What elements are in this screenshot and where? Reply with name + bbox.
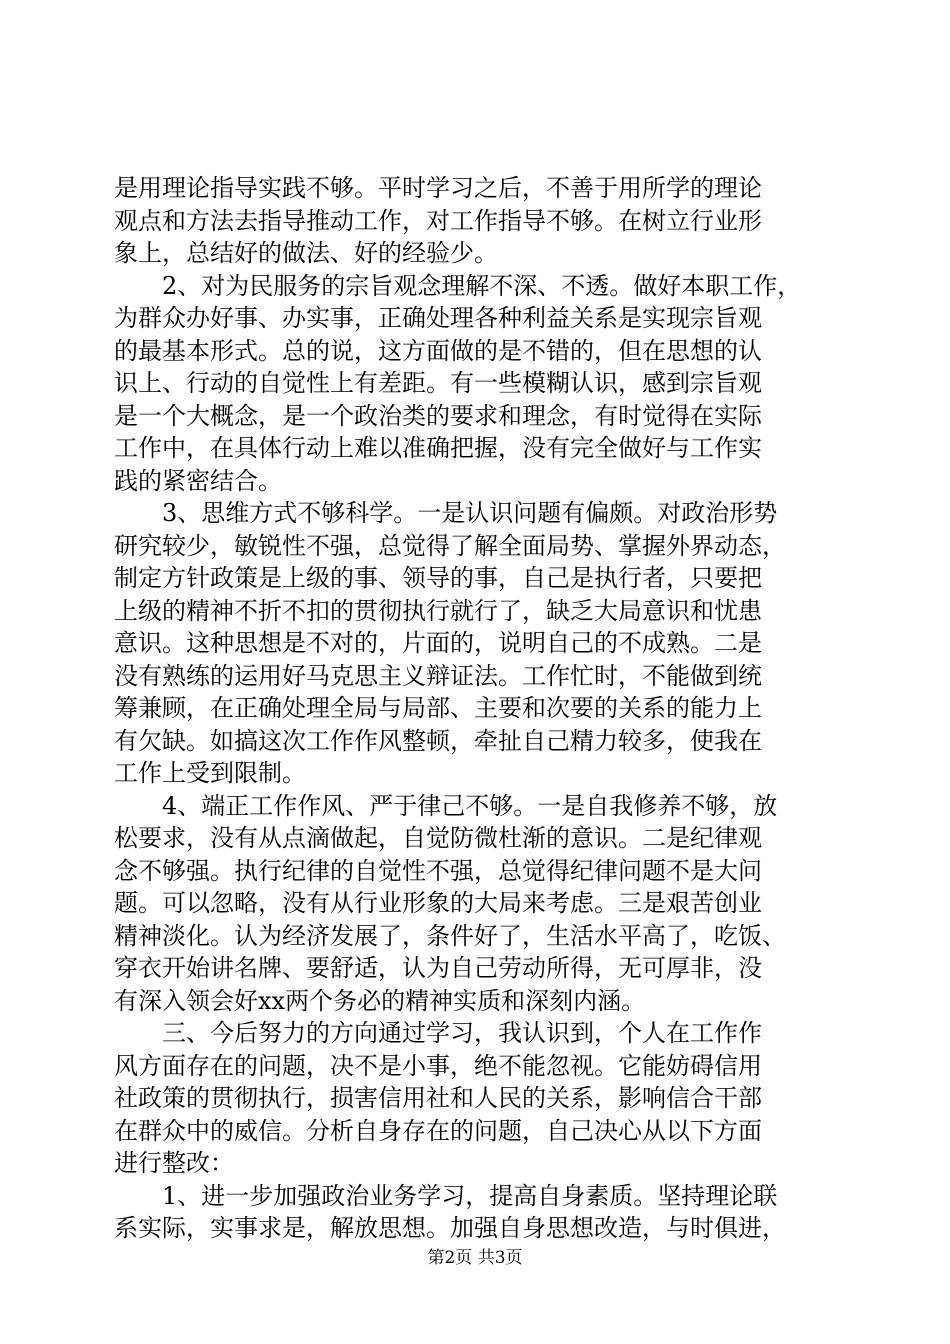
page-number-footer: 第2页 共3页 bbox=[427, 1248, 523, 1268]
text-line: 松要求，没有从点滴做起，自觉防微杜渐的意识。二是纪律观 bbox=[114, 824, 762, 852]
text-line: 1、进一步加强政治业务学习，提高自身素质。坚持理论联 bbox=[114, 1181, 778, 1210]
text-line: 精神淡化。认为经济发展了，条件好了，生活水平高了，吃饭、 bbox=[114, 921, 786, 950]
text-line: 是一个大概念，是一个政治类的要求和理念，有时觉得在实际 bbox=[114, 401, 762, 430]
text-line: 4、端正工作作风、严于律己不够。一是自我修养不够，放 bbox=[114, 791, 778, 820]
text-line: 没有熟练的运用好马克思主义辩证法。工作忙时，不能做到统 bbox=[114, 661, 762, 690]
text-line: 制定方针政策是上级的事、领导的事，自己是执行者，只要把 bbox=[114, 564, 762, 592]
text-line: 在群众中的威信。分析自身存在的问题，自己决心从以下方面 bbox=[114, 1116, 762, 1145]
body-text bbox=[114, 172, 834, 1245]
text-line: 上级的精神不折不扣的贯彻执行就行了，缺乏大局意识和忧患 bbox=[114, 596, 762, 625]
text-line: 2、对为民服务的宗旨观念理解不深、不透。做好本职工作， bbox=[114, 271, 802, 300]
text-line: 的最基本形式。总的说，这方面做的是不错的，但在思想的认 bbox=[114, 336, 762, 365]
text-line: 象上，总结好的做法、好的经验少。 bbox=[114, 239, 498, 267]
text-line: 工作上受到限制。 bbox=[114, 759, 306, 787]
text-line: 为群众办好事、办实事，正确处理各种利益关系是实现宗旨观 bbox=[114, 304, 762, 332]
text-line: 践的紧密结合。 bbox=[114, 466, 282, 495]
text-line: 系实际，实事求是，解放思想。加强自身思想改造，与时俱进， bbox=[114, 1214, 786, 1242]
text-line: 进行整改： bbox=[114, 1149, 234, 1177]
text-line: 是用理论指导实践不够。平时学习之后，不善于用所学的理论 bbox=[114, 174, 762, 202]
text-line: 3、思维方式不够科学。一是认识问题有偏颇。对政治形势 bbox=[114, 499, 778, 527]
text-line: 三、今后努力的方向通过学习，我认识到，个人在工作作 bbox=[114, 1019, 762, 1047]
text-line: 穿衣开始讲名牌、要舒适，认为自己劳动所得，无可厚非，没 bbox=[114, 954, 762, 982]
text-line: 筹兼顾，在正确处理全局与局部、主要和次要的关系的能力上 bbox=[114, 694, 762, 722]
document-body bbox=[114, 172, 834, 1245]
text-line: 社政策的贯彻执行，损害信用社和人民的关系，影响信合干部 bbox=[114, 1084, 762, 1112]
text-line: 意识。这种思想是不对的，片面的，说明自己的不成熟。二是 bbox=[114, 629, 762, 657]
text-line: 观点和方法去指导推动工作，对工作指导不够。在树立行业形 bbox=[114, 206, 762, 235]
text-line: 念不够强。执行纪律的自觉性不强，总觉得纪律问题不是大问 bbox=[114, 856, 762, 885]
text-line: 工作中，在具体行动上难以准确把握，没有完全做好与工作实 bbox=[114, 434, 762, 462]
text-line: 识上、行动的自觉性上有差距。有一些模糊认识，感到宗旨观 bbox=[114, 369, 762, 397]
text-line: 有欠缺。如搞这次工作作风整顿，牵扯自己精力较多，使我在 bbox=[114, 726, 762, 755]
text-line: 题。可以忽略，没有从行业形象的大局来考虑。三是艰苦创业 bbox=[114, 889, 762, 917]
text-line: 有深入领会好xx两个务必的精神实质和深刻内涵。 bbox=[114, 986, 646, 1015]
text-line: 风方面存在的问题，决不是小事，绝不能忽视。它能妨碍信用 bbox=[114, 1051, 762, 1080]
text-line: 研究较少，敏锐性不强，总觉得了解全面局势、掌握外界动态， bbox=[114, 531, 786, 560]
